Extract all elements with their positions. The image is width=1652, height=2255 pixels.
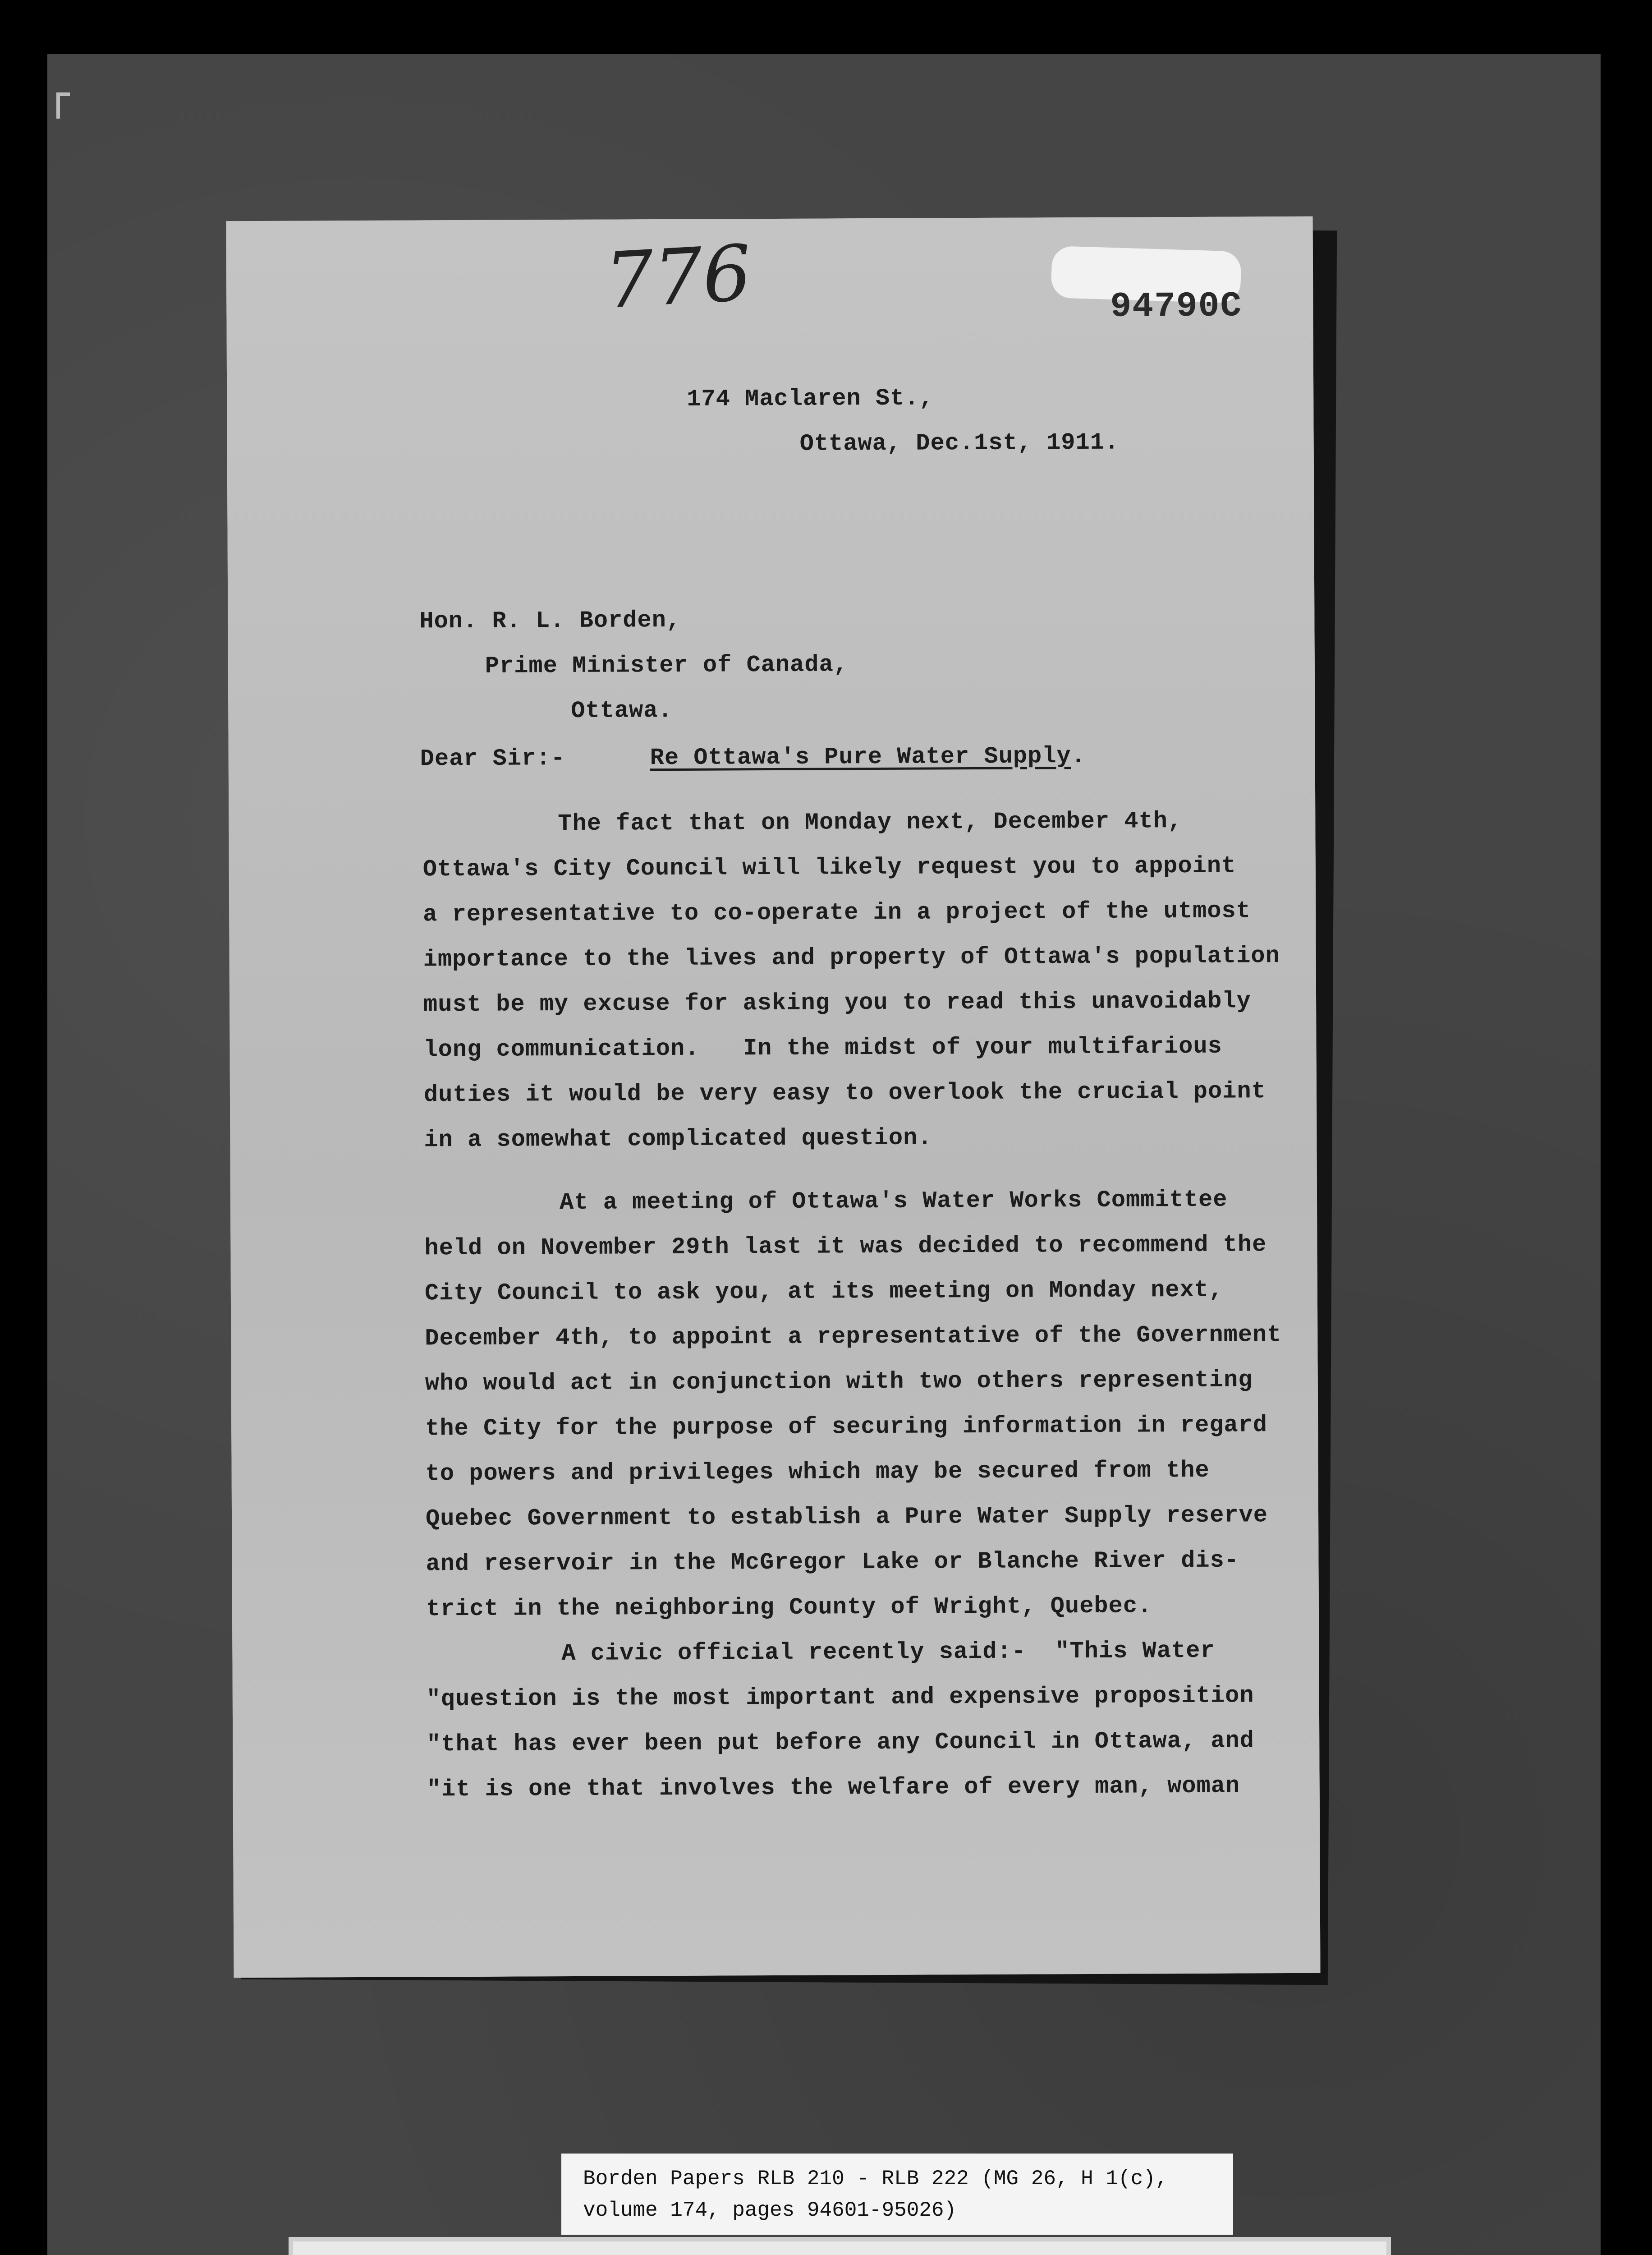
paragraph-3-line: A civic official recently said:- "This Water xyxy=(561,1637,1215,1667)
paragraph-2-line: trict in the neighboring County of Wright, Quebec. xyxy=(426,1592,1152,1623)
paragraph-2-line: the City for the purpose of securing information in regard xyxy=(425,1412,1268,1442)
paragraph-1-line: a representative to co-operate in a project of the utmost xyxy=(423,897,1251,928)
paragraph-2-line: who would act in conjunction with two others representing xyxy=(425,1367,1253,1397)
salutation: Dear Sir:- xyxy=(420,745,565,773)
paragraph-3-line: "that has ever been put before any Council in Ottawa, and xyxy=(427,1727,1255,1758)
paragraph-2-line: At a meeting of Ottawa's Water Works Committee xyxy=(559,1186,1228,1216)
archives-stamp-card xyxy=(289,2237,1391,2255)
archive-reference-label xyxy=(561,2154,1233,2235)
paragraph-1-line: The fact that on Monday next, December 4th, xyxy=(558,808,1183,838)
paragraph-1-line: duties it would be very easy to overlook the crucial point xyxy=(423,1078,1266,1109)
document-number: 94790C xyxy=(1110,286,1243,327)
reference-line: Borden Papers RLB 210 - RLB 222 (MG 26, H 1(c), xyxy=(583,2167,1168,2191)
subject-text: Re Ottawa's Pure Water Supply xyxy=(650,743,1071,772)
paragraph-2-line: City Council to ask you, at its meeting on Monday next, xyxy=(424,1276,1224,1307)
frame-corner-mark xyxy=(56,92,70,119)
paragraph-2-line: and reservoir in the McGregor Lake or Blanche River dis- xyxy=(426,1547,1239,1578)
paragraph-1-line: importance to the lives and property of Ottawa's population xyxy=(423,943,1280,973)
paragraph-1-line: Ottawa's City Council will likely request you to appoint xyxy=(422,852,1236,883)
recipient-city: Ottawa. xyxy=(571,697,673,724)
reference-line: volume 174, pages 94601-95026) xyxy=(583,2199,957,2222)
recipient-name: Hon. R. L. Borden, xyxy=(419,607,681,635)
paragraph-2-line: to powers and privileges which may be secured from the xyxy=(425,1457,1210,1487)
handwritten-folio-number: 776 xyxy=(602,228,754,326)
paragraph-3-line: "it is one that involves the welfare of every man, woman xyxy=(427,1772,1240,1803)
paragraph-1-line: in a somewhat complicated question. xyxy=(424,1124,932,1154)
paragraph-2-line: Quebec Government to establish a Pure Water Supply reserve xyxy=(425,1502,1268,1532)
sender-address: 174 Maclaren St., xyxy=(687,385,934,413)
letter-page xyxy=(226,216,1321,1978)
paragraph-1-line: must be my excuse for asking you to read this unavoidably xyxy=(423,988,1251,1018)
paragraph-2-line: December 4th, to appoint a representative of the Government xyxy=(425,1321,1282,1352)
paragraph-1-line: long communication. In the midst of your multifarious xyxy=(423,1033,1222,1063)
subject-line xyxy=(650,743,1086,771)
subject-period: . xyxy=(1071,742,1086,770)
paragraph-2-line: held on November 29th last it was decided to recommend the xyxy=(424,1231,1267,1262)
paragraph-3-line: "question is the most important and expensive proposition xyxy=(426,1682,1254,1713)
recipient-title: Prime Minister of Canada, xyxy=(485,651,849,680)
letter-date: Ottawa, Dec.1st, 1911. xyxy=(799,429,1120,457)
